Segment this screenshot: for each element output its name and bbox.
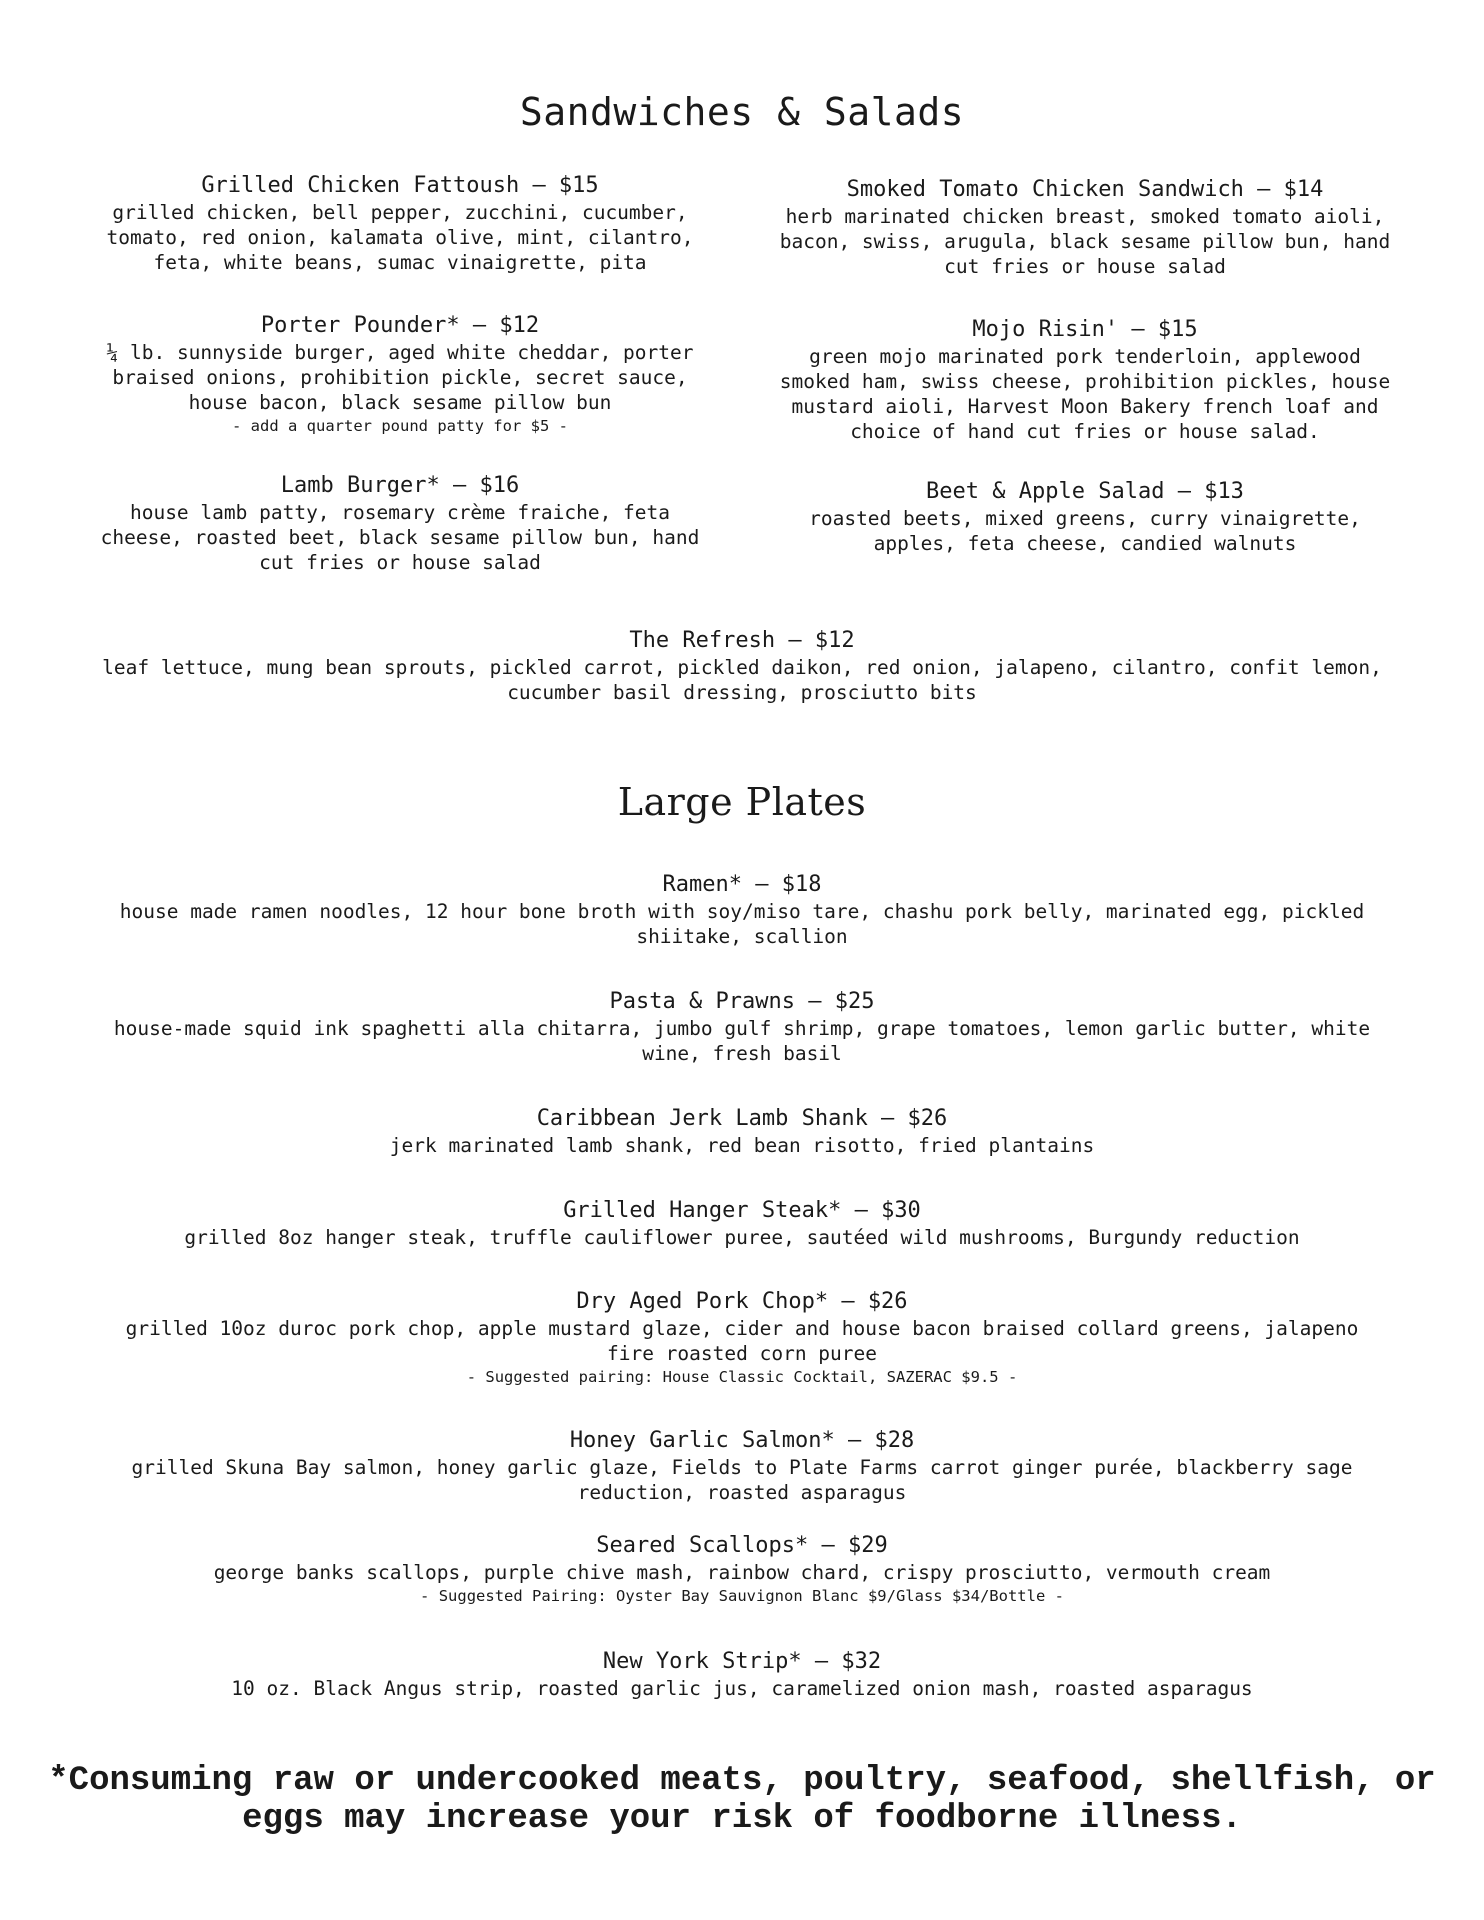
item-name: Ramen* — $18 <box>662 872 822 897</box>
menu-item <box>100 871 1384 949</box>
item-description: grilled 10oz duroc pork chop, apple mustard glaze, cider and house bacon braised collard greens, jalapeno fire roasted corn puree <box>125 1317 1359 1365</box>
section-title-sandwiches: Sandwiches & Salads <box>519 90 965 134</box>
item-note: - Suggested Pairing: Oyster Bay Sauvignon Blanc $9/Glass $34/Bottle - <box>420 1587 1064 1605</box>
item-description: grilled chicken, bell pepper, zucchini, cucumber, tomato, red onion, kalamata olive, mint, cilantro, feta, white beans, sumac vinaigrette, pita <box>106 201 694 274</box>
item-name: Grilled Hanger Steak* — $30 <box>563 1198 921 1223</box>
item-name: Grilled Chicken Fattoush — $15 <box>201 173 599 198</box>
foodborne-illness-disclaimer: *Consuming raw or undercooked meats, poultry, seafood, shellfish, or eggs may increase your risk of foodborne illness. <box>48 1762 1436 1838</box>
menu-item <box>770 478 1400 556</box>
item-name: Pasta & Prawns — $25 <box>609 989 875 1014</box>
menu-item <box>100 172 700 275</box>
menu-item <box>100 1288 1384 1388</box>
item-description: house lamb patty, rosemary crème fraiche, feta cheese, roasted beet, black sesame pillow bun, hand cut fries or house salad <box>100 501 700 574</box>
item-name: Beet & Apple Salad — $13 <box>926 479 1244 504</box>
item-description: leaf lettuce, mung bean sprouts, pickled carrot, pickled daikon, red onion, jalapeno, cilantro, confit lemon, cucumber basil dressing, prosciutto bits <box>102 656 1382 704</box>
item-description: jerk marinated lamb shank, red bean risotto, fried plantains <box>389 1134 1095 1157</box>
item-description: house made ramen noodles, 12 hour bone broth with soy/miso tare, chashu pork belly, marinated egg, pickled shiitake, scallion <box>119 900 1365 948</box>
item-name: New York Strip* — $32 <box>602 1649 882 1674</box>
item-name: Dry Aged Pork Chop* — $26 <box>576 1289 908 1314</box>
section-title-large-plates: Large Plates <box>617 780 867 824</box>
item-description: 10 oz. Black Angus strip, roasted garlic jus, caramelized onion mash, roasted asparagus <box>231 1677 1253 1700</box>
menu-item <box>100 472 700 575</box>
item-name: Mojo Risin' — $15 <box>972 317 1198 342</box>
menu-item <box>770 316 1400 444</box>
item-name: The Refresh — $12 <box>629 628 855 653</box>
item-description: house-made squid ink spaghetti alla chitarra, jumbo gulf shrimp, grape tomatoes, lemon garlic butter, white wine, fresh basil <box>113 1017 1371 1065</box>
item-note: - add a quarter pound patty for $5 - <box>232 417 568 435</box>
item-name: Caribbean Jerk Lamb Shank — $26 <box>536 1106 948 1131</box>
menu-item <box>770 176 1400 279</box>
menu-item <box>100 1532 1384 1607</box>
item-note: - Suggested pairing: House Classic Cocktail, SAZERAC $9.5 - <box>466 1368 1018 1386</box>
menu-item <box>100 1197 1384 1250</box>
item-name: Porter Pounder* — $12 <box>260 313 540 338</box>
menu-item <box>100 1105 1384 1158</box>
item-description: green mojo marinated pork tenderloin, applewood smoked ham, swiss cheese, prohibition pickles, house mustard aioli, Harvest Moon Bakery french loaf and choice of hand cut fries or house salad. <box>779 345 1391 443</box>
item-description: grilled 8oz hanger steak, truffle cauliflower puree, sautéed wild mushrooms, Burgundy reduction <box>184 1226 1300 1249</box>
item-name: Honey Garlic Salmon* — $28 <box>569 1428 915 1453</box>
item-name: Smoked Tomato Chicken Sandwich — $14 <box>846 177 1324 202</box>
menu-item <box>100 627 1384 705</box>
menu-item <box>100 1427 1384 1505</box>
menu-item <box>100 1648 1384 1701</box>
item-name: Lamb Burger* — $16 <box>280 473 520 498</box>
item-description: grilled Skuna Bay salmon, honey garlic glaze, Fields to Plate Farms carrot ginger purée, blackberry sage reduction, roasted asparagus <box>131 1456 1353 1504</box>
item-name: Seared Scallops* — $29 <box>596 1533 888 1558</box>
menu-item <box>100 988 1384 1066</box>
item-description: george banks scallops, purple chive mash, rainbow chard, crispy prosciutto, vermouth cream <box>213 1561 1271 1584</box>
item-description: ¼ lb. sunnyside burger, aged white cheddar, porter braised onions, prohibition pickle, secret sauce, house bacon, black sesame pillow bun <box>106 341 694 414</box>
menu-item <box>100 312 700 437</box>
item-description: roasted beets, mixed greens, curry vinaigrette, apples, feta cheese, candied walnuts <box>809 507 1361 555</box>
item-description: herb marinated chicken breast, smoked tomato aioli, bacon, swiss, arugula, black sesame pillow bun, hand cut fries or house salad <box>779 205 1391 278</box>
